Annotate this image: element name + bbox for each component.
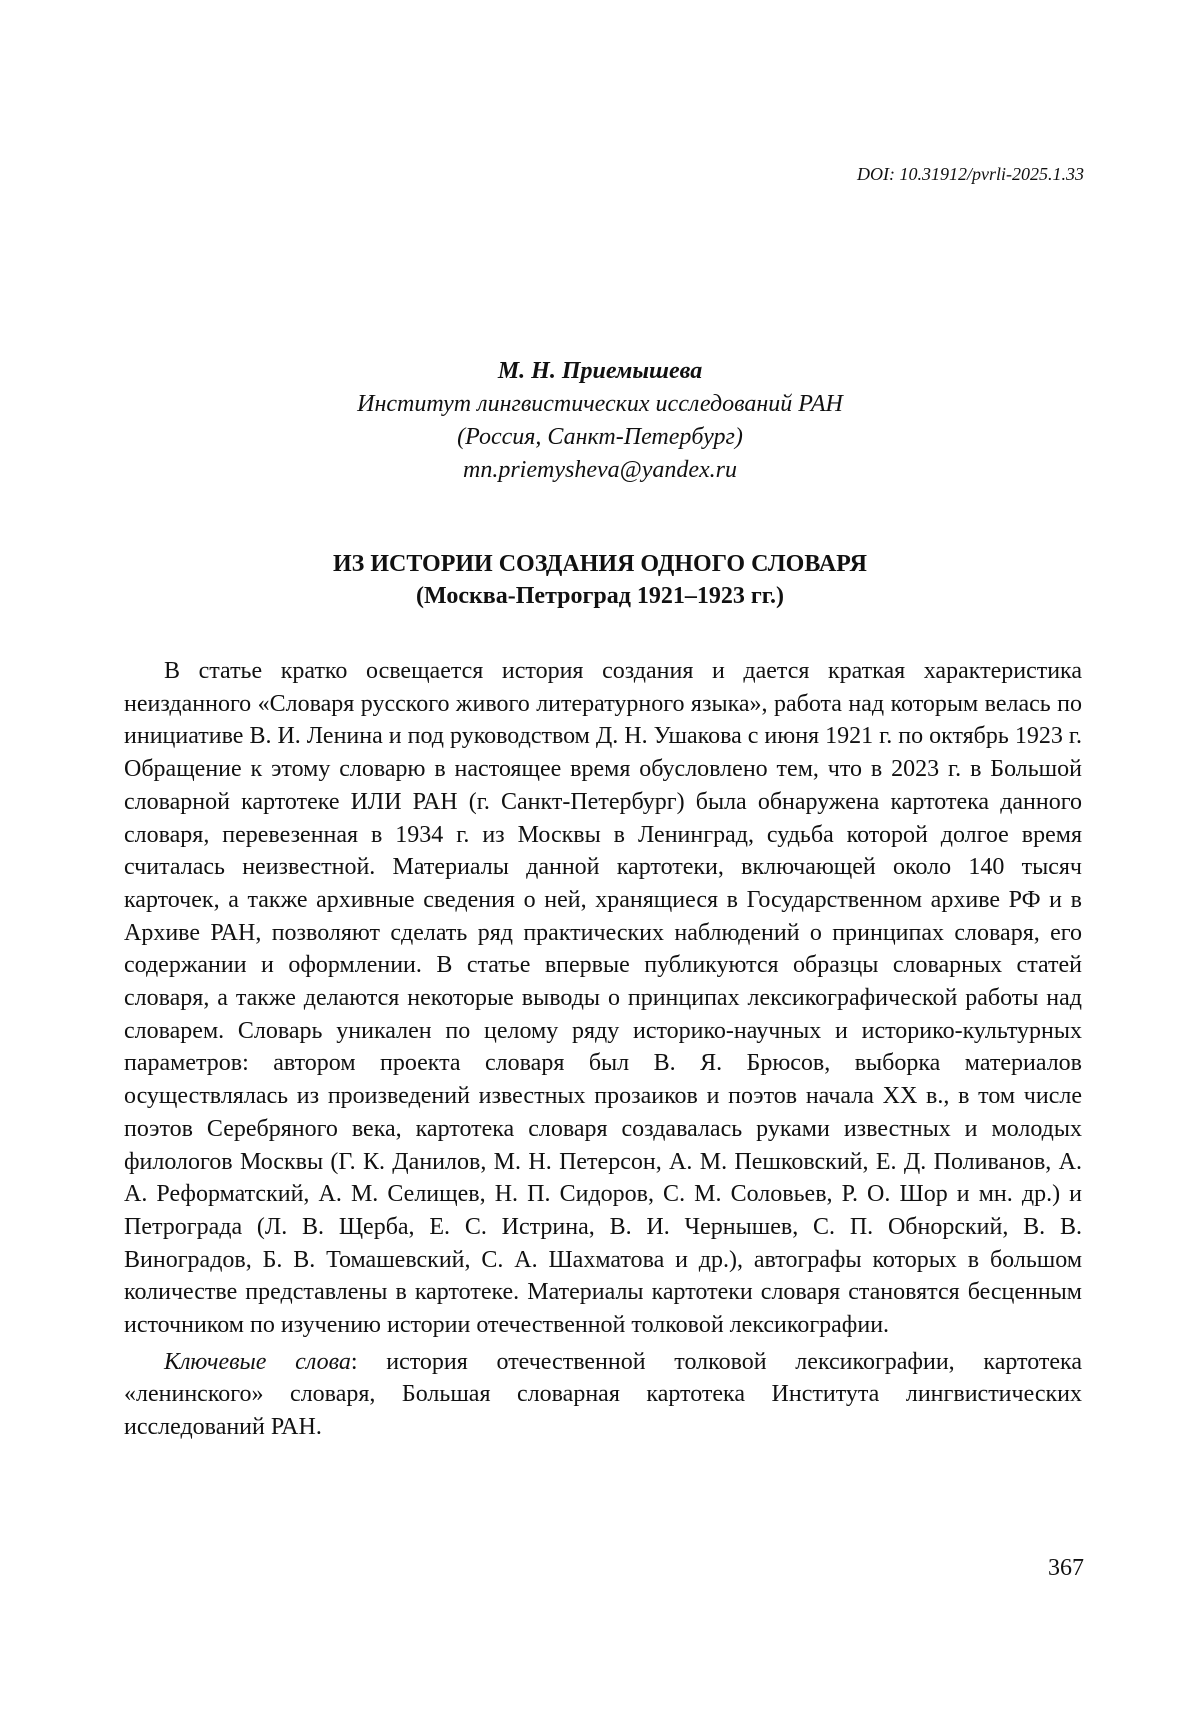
- article-subtitle: (Москва-Петроград 1921–1923 гг.): [416, 583, 784, 609]
- abstract: [124, 655, 1082, 1444]
- author-location: (Россия, Санкт-Петербург): [457, 424, 743, 450]
- author-name: М. Н. Приемышева: [497, 358, 703, 384]
- article-title-block: [120, 548, 1080, 612]
- abstract-text: В статье кратко освещается история создания и дается краткая характеристика неизданного «Словаря русского живого литературного языка», работа над которым велась по инициативе В. И. Ленина и под руководством Д. Н. Ушакова с июня 1921 г. по октябрь 1923 г. Обращение к этому словарю в настоящее время обусловлено тем, что в 2023 г. в Большой словарной картотеке ИЛИ РАН (г. Санкт-Петербург) была обнаружена картотека данного словаря, перевезенная в 1934 г. из Москвы в Ленинград, судьба которой долгое время считалась неизвестной. Материалы данной картотеки, включающей около 140 тысяч карточек, а также архивные сведения о ней, хранящиеся в Государственном архиве РФ и в Архиве РАН, позволяют сделать ряд практических наблюдений о принципах словаря, его содержании и оформлении. В статье впервые публикуются образцы словарных статей словаря, а также делаются некоторые выводы о принципах лексикографической работы над словарем. Словарь уникален по целому ряду историко-научных и историко-культурных параметров: автором проекта словаря был В. Я. Брюсов, выборка материалов осуществлялась из произведений известных прозаиков и поэтов начала XX в., в том числе поэтов Серебряного века, картотека словаря создавалась руками известных и молодых филологов Москвы (Г. К. Данилов, М. Н. Петерсон, А. М. Пешковский, Е. Д. Поливанов, А. А. Реформатский, А. М. Селищев, Н. П. Сидоров, С. М. Соловьев, Р. О. Шор и мн. др.) и Петрограда (Л. В. Щерба, Е. С. Истрина, В. И. Чернышев, С. П. Обнорский, В. В. Виноградов, Б. В. Томашевский, С. А. Шахматова и др.), автографы которых в большом количестве представлены в картотеке. Материалы картотеки словаря становятся бесценным источником по изучению истории отечественной толковой лексикографии.: [124, 658, 1082, 1339]
- author-email[interactable]: mn.priemysheva@yandex.ru: [463, 457, 737, 483]
- author-affiliation: Институт лингвистических исследований РАН: [357, 391, 843, 417]
- keywords-paragraph: [124, 1346, 1082, 1444]
- keywords-text: : история отечественной толковой лексикографии, картотека «ленинского» словаря, Большая словарная картотека Института лингвистических исследований РАН.: [124, 1348, 1082, 1441]
- keywords-label: Ключевые слова: [164, 1348, 351, 1375]
- page-number: 367: [1048, 1555, 1084, 1581]
- article-title: ИЗ ИСТОРИИ СОЗДАНИЯ ОДНОГО СЛОВАРЯ: [333, 551, 867, 577]
- doi-label: DOI: 10.31912/pvrli-2025.1.33: [857, 164, 1084, 184]
- author-block: [120, 355, 1080, 487]
